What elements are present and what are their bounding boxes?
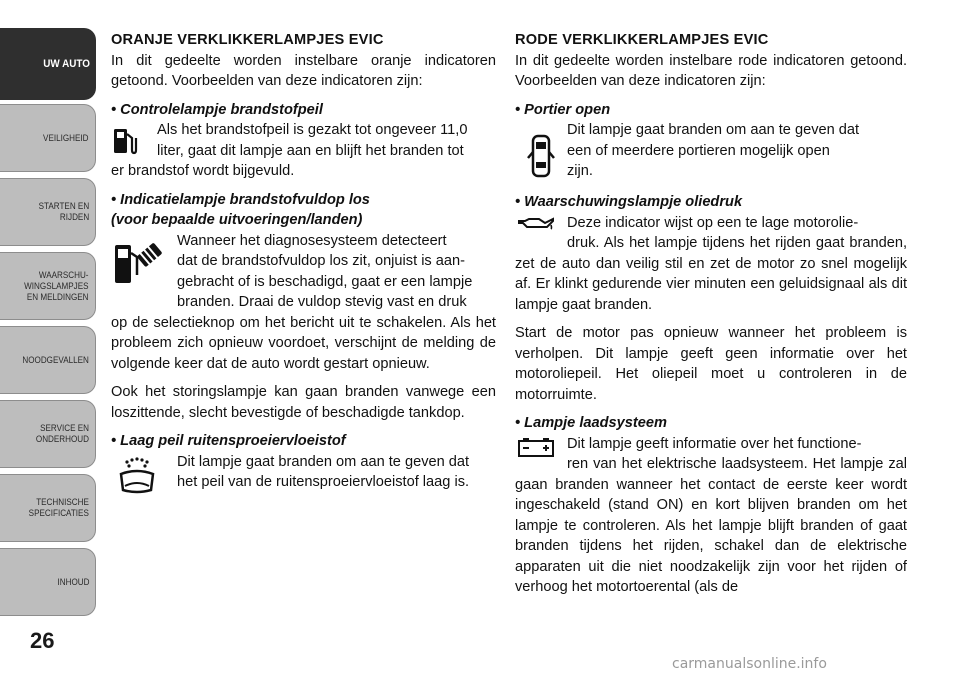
- page-number: 26: [30, 628, 55, 653]
- item-text: zijn.: [567, 163, 593, 179]
- item-text: Als het brandstofpeil is gezakt tot ongeveer 11,0: [157, 122, 468, 138]
- fuel-pump-icon: [111, 126, 139, 156]
- intro-text: In dit gedeelte worden instelbare rode indicatoren getoond. Voorbeelden van deze indicatoren zijn:: [515, 52, 907, 89]
- paragraph: Ook het storingslampje kan gaan branden vanwege een loszittende, slecht bevestigde of beschadigde tankdop.: [111, 384, 496, 421]
- list-item: [515, 120, 907, 184]
- item-text: gebracht of is beschadigd, gaat er een lampje: [177, 273, 473, 290]
- tab-label: VEILIGHEID: [43, 132, 89, 143]
- tab-technische-specificaties[interactable]: [0, 474, 96, 542]
- battery-icon: [517, 436, 555, 458]
- section-heading: ORANJE VERKLIKKERLAMPJES EVIC: [111, 32, 384, 48]
- tab-label: INHOUD: [57, 576, 89, 587]
- paragraph: Start de motor pas opnieuw wanneer het probleem is verholpen. Dit lampje geeft geen informatie over het motoroliepeil. Het oliepeil moet u controleren in de motorruimte.: [515, 325, 907, 403]
- item-text: branden. Draai de vuldop stevig vast en druk: [177, 294, 467, 310]
- tab-label: TECHNISCHE SPECIFICATIES: [28, 497, 89, 518]
- tab-veiligheid[interactable]: [0, 104, 96, 172]
- bullet-title: • Portier open: [515, 101, 611, 118]
- tab-label: UW AUTO: [43, 57, 90, 70]
- intro-text: In dit gedeelte worden instelbare oranje indicatoren getoond. Voorbeelden van deze indicatoren zijn:: [111, 52, 496, 89]
- tab-label: SERVICE EN ONDERHOUD: [35, 423, 89, 444]
- bullet-title-text: Portier open: [524, 101, 611, 118]
- item-text: Deze indicator wijst op een te lage motorolie-: [567, 214, 859, 231]
- item-text: Dit lampje geeft informatie over het functione-: [567, 435, 862, 452]
- tab-waarschuwingslampjes[interactable]: [0, 252, 96, 320]
- item-text: er brandstof wordt bijgevuld.: [111, 163, 295, 179]
- item-text: dat de brandstofvuldop los zit, onjuist is aan-: [177, 253, 465, 269]
- tab-label: WAARSCHU- WINGSLAMPJES EN MELDINGEN: [24, 269, 89, 302]
- tab-label: NOODGEVALLEN: [22, 354, 89, 365]
- item-text: een of meerdere portieren mogelijk open: [567, 142, 830, 159]
- list-item: [111, 120, 496, 182]
- item-text: druk. Als het lampje tijdens het rijden gaat branden, zet de auto dan veilig stil en zet de motor zo snel mogelijk af. Er klinkt gedurende vier minuten een geluidsignaal als dit lampje gaat branden.: [515, 235, 907, 313]
- oil-can-icon: [517, 215, 555, 231]
- tab-starten-en-rijden[interactable]: [0, 178, 96, 246]
- bullet-title: • Indicatielampje brandstofvuldop los: [111, 191, 370, 208]
- left-column: [111, 30, 496, 493]
- door-open-icon: [527, 134, 555, 180]
- bullet-title-text: Lampje laadsysteem: [524, 415, 667, 431]
- section-heading: RODE VERKLIKKERLAMPJES EVIC: [515, 32, 769, 48]
- item-text: op de selectieknop om het bericht uit te schakelen. Als het probleem zich opnieuw voordoet, verschijnt de melding de volgende keer dat de auto wordt gestart opnieuw.: [111, 314, 496, 372]
- item-text: Wanneer het diagnosesysteem detecteert: [177, 232, 447, 249]
- bullet-title-text: Indicatielampje brandstofvuldop los: [120, 191, 370, 208]
- right-column: [515, 30, 907, 598]
- bullet-title: • Waarschuwingslampje oliedruk: [515, 194, 743, 210]
- washer-fluid-icon: [115, 456, 159, 496]
- watermark: carmanualsonline.info: [672, 656, 827, 672]
- item-text: Dit lampje gaat branden om aan te geven dat: [177, 453, 470, 470]
- item-text: ren van het elektrische laadsysteem. Het lampje zal gaan branden wanneer het contact de eerste keer wordt ingeschakeld (stand ON) en kort blijven branden om het lampje te controleren. Als het lampje blijft branden of gaat branden tijdens het rijden, schakel dan de elektrische apparaten uit die niet noodzakelijk zijn voor het rijden of verhoog het motortoerental (als de: [515, 456, 907, 595]
- bullet-title: • Laag peil ruitensproeiervloeistof: [111, 433, 346, 449]
- item-text: het peil van de ruitensproeiervloeistof laag is.: [177, 474, 470, 490]
- list-item: [515, 213, 907, 316]
- bullet-title: • Controlelampje brandstofpeil: [111, 101, 323, 118]
- bullet-title-text: Waarschuwingslampje oliedruk: [524, 194, 743, 210]
- list-item: [515, 434, 907, 598]
- list-item: [111, 231, 496, 375]
- tab-noodgevallen[interactable]: [0, 326, 96, 394]
- tab-service-en-onderhoud[interactable]: [0, 400, 96, 468]
- bullet-subtitle: (voor bepaalde uitvoeringen/landen): [111, 212, 363, 228]
- bullet-title-text: Laag peil ruitensproeiervloeistof: [120, 433, 346, 449]
- list-item: [111, 452, 496, 493]
- tab-label: STARTEN EN RIJDEN: [38, 201, 89, 222]
- bullet-title-text: Controlelampje brandstofpeil: [120, 101, 323, 118]
- item-text: liter, gaat dit lampje aan en blijft het branden tot: [157, 142, 464, 159]
- tab-inhoud[interactable]: [0, 548, 96, 616]
- bullet-title: • Lampje laadsysteem: [515, 415, 667, 431]
- tab-uw-auto[interactable]: [0, 28, 96, 100]
- fuel-cap-icon: [113, 235, 165, 289]
- item-text: Dit lampje gaat branden om aan te geven dat: [567, 122, 860, 138]
